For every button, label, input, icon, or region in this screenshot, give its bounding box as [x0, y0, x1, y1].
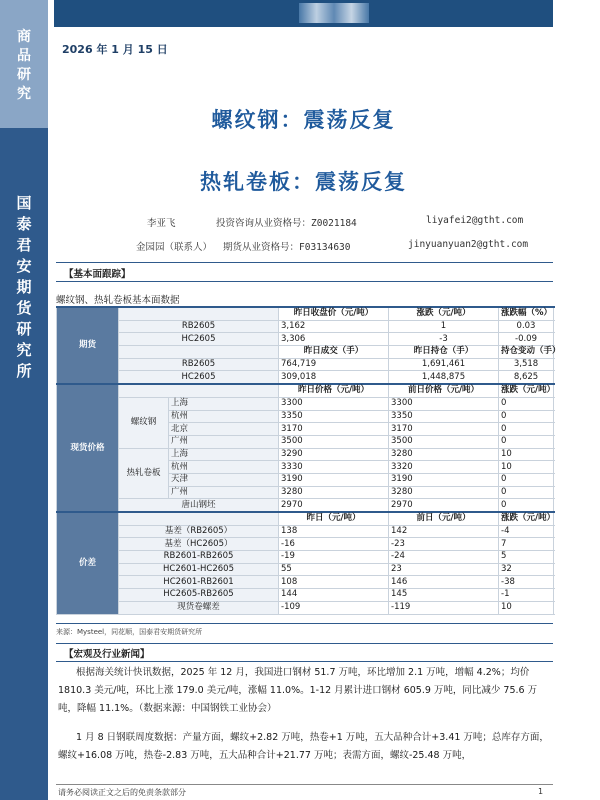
col-header: 涨跌幅（%）: [499, 307, 554, 320]
header-logo-decoration: [299, 3, 369, 23]
col-header: 涨跌（元/吨）: [499, 512, 554, 525]
category-futures: 期货: [57, 307, 119, 384]
report-title-rebar: 螺纹钢：震荡反复: [211, 107, 396, 132]
section-divider: [56, 281, 553, 282]
table-row: [57, 512, 554, 525]
section-divider: [56, 262, 553, 263]
fundamentals-table: [56, 306, 561, 615]
header-bar: [54, 0, 553, 27]
author-1-cert: 投资咨询从业资格号：Z0021184: [216, 218, 357, 229]
table-row: 热轧卷板 上海 3290 3280 10: [57, 448, 554, 461]
author-2-cert: 期货从业资格号：F03134630: [223, 242, 351, 253]
footer-disclaimer: 请务必阅读正文之后的免责条款部分: [58, 788, 186, 797]
category-spot: 现货价格: [57, 384, 119, 512]
table-row: [57, 346, 554, 359]
table-row: RB2601-RB2605 -19 -24 5: [57, 551, 554, 564]
col-header: 前日（元/吨）: [389, 512, 499, 525]
col-header: 昨日成交（手）: [279, 346, 389, 359]
col-header: 昨日持仓（手）: [389, 346, 499, 359]
table-row: 天津 3190 3190 0: [57, 473, 554, 486]
table-row: 唐山钢坯 2970 2970 0: [57, 499, 554, 512]
table-row: 螺纹钢 上海 3300 3300 0: [57, 397, 554, 410]
col-header: 涨跌（元/吨）: [499, 384, 554, 397]
report-title-hrc: 热轧卷板：震荡反复: [200, 169, 407, 194]
table-row: 基差（HC2605） -16 -23 7: [57, 538, 554, 551]
table-row: RB2605 764,719 1,691,461 3,518: [57, 358, 554, 371]
section-macro-news: 【宏观及行业新闻】: [64, 649, 150, 660]
col-header: 昨日价格（元/吨）: [279, 384, 389, 397]
sidebar-category-label: 商品研究: [17, 29, 31, 102]
author-2-name: 金园园（联系人）: [136, 242, 213, 253]
author-2-email[interactable]: jinyuanyuan2@gtht.com: [408, 239, 529, 250]
sidebar-institute-label: 国泰君安期货研究所: [16, 194, 32, 380]
col-header: 持仓变动（手）: [499, 346, 554, 359]
table-row: [57, 384, 554, 397]
report-date: 2026 年 1 月 15 日: [62, 43, 168, 56]
table-bottom-rule: [56, 623, 553, 624]
table-row: 北京 3170 3170 0: [57, 423, 554, 436]
author-1-email[interactable]: liyafei2@gtht.com: [426, 215, 524, 226]
page-number: 1: [538, 787, 544, 796]
table-row: 杭州 3350 3350 0: [57, 410, 554, 423]
table-row: 现货卷螺差 -109 -119 10: [57, 601, 554, 614]
col-header: 昨日（元/吨）: [279, 512, 389, 525]
sidebar-top: [0, 0, 48, 128]
section-fundamentals: 【基本面跟踪】: [64, 269, 131, 280]
table-row: 广州 3280 3280 0: [57, 486, 554, 499]
table-row: HC2601-RB2601 108 146 -38: [57, 576, 554, 589]
section-divider: [56, 661, 553, 662]
sidebar-bottom: [0, 128, 48, 800]
table-source-note: 来源：Mysteel，同花顺，国泰君安期货研究所: [56, 628, 203, 636]
footer-rule: [56, 784, 553, 785]
table-row: RB2605 3,162 1 0.03: [57, 320, 554, 333]
table-row: HC2605 309,018 1,448,875 8,625: [57, 371, 554, 384]
product-rebar: 螺纹钢: [119, 397, 169, 448]
table-caption: 螺纹钢、热轧卷板基本面数据: [56, 295, 180, 306]
table-row: 基差（RB2605） 138 142 -4: [57, 525, 554, 538]
category-spread: 价差: [57, 512, 119, 614]
section-divider: [56, 643, 553, 644]
table-row: 杭州 3330 3320 10: [57, 461, 554, 474]
author-1-name: 李亚飞: [147, 218, 176, 229]
table-row: [57, 307, 554, 320]
col-header: 涨跌（元/吨）: [389, 307, 499, 320]
table-row: 广州 3500 3500 0: [57, 435, 554, 448]
table-row: HC2605 3,306 -3 -0.09: [57, 333, 554, 346]
product-hrc: 热轧卷板: [119, 448, 169, 499]
news-paragraph-2: 1 月 8 日钢联周度数据：产量方面，螺纹+2.82 万吨，热卷+1 万吨，五大品种合计+3.41 万吨；总库存方面，螺纹+16.08 万吨，热卷-2.83 万吨，五大品种合计+21.77 万吨；表需方面，螺纹-25.48 万吨，: [58, 732, 549, 761]
table-row: HC2601-HC2605 55 23 32: [57, 563, 554, 576]
col-header: 前日价格（元/吨）: [389, 384, 499, 397]
col-header: 昨日收盘价（元/吨）: [279, 307, 389, 320]
news-paragraph-1: 根据海关统计快讯数据，2025 年 12 月，我国进口钢材 51.7 万吨，环比增加 2.1 万吨，增幅 4.2%；均价 1810.3 美元/吨，环比上涨 179.0 美元/吨，涨幅 11.0%。1-12 月累计进口钢材 605.9 万吨，同比减少 75.6 万吨，降幅 11.1%。（数据来源：中国钢铁工业协会）: [58, 667, 538, 714]
table-row: HC2605-RB2605 144 145 -1: [57, 589, 554, 602]
